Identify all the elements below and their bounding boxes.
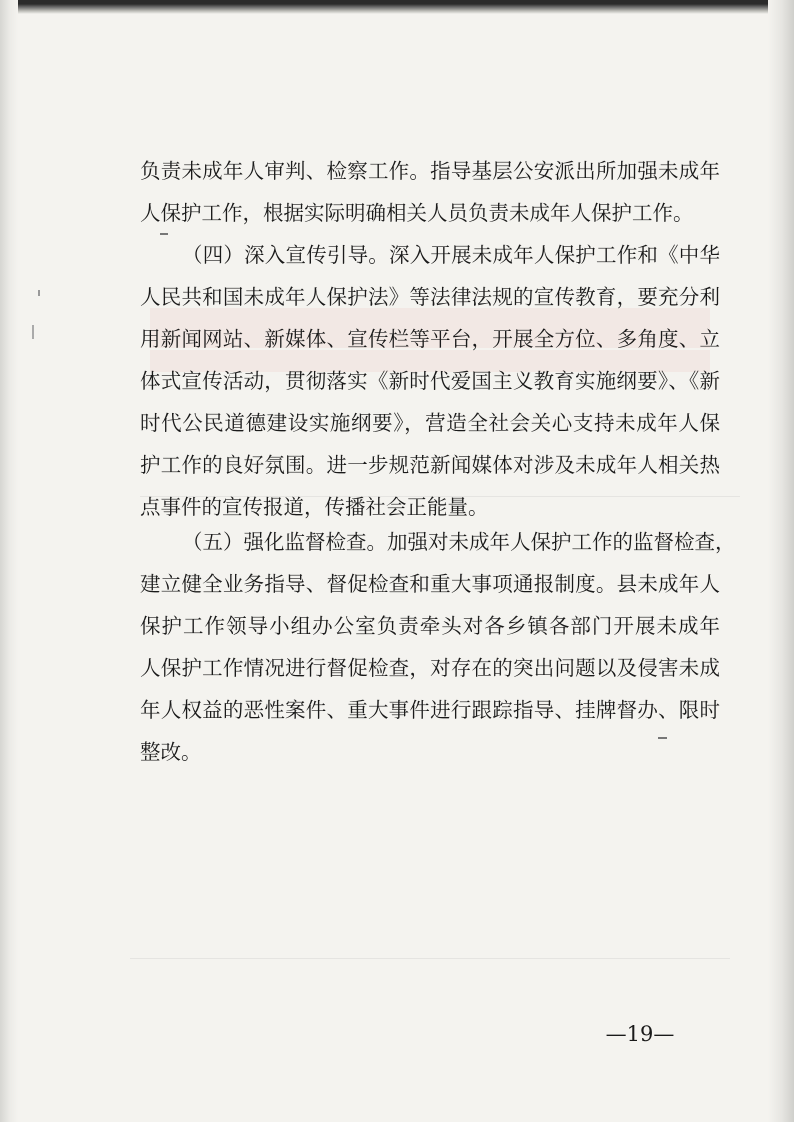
text-line: 保护工作领导小组办公室负责牵头对各乡镇各部门开展未成年 — [140, 614, 720, 638]
text-line: 负责未成年人审判、检察工作。指导基层公安派出所加强未成年 — [140, 159, 720, 183]
scan-speck — [38, 290, 40, 296]
scan-left-edge — [0, 0, 18, 1122]
page-number: —19— — [605, 1022, 675, 1046]
text-line: 点事件的宣传报道，传播社会正能量。 — [140, 495, 489, 519]
text-line: 整改。 — [140, 740, 202, 764]
text-line: 人民共和国未成年人保护法》等法律法规的宣传教育，要充分利 — [140, 285, 720, 309]
show-through-rule-2 — [130, 958, 730, 959]
text-line: 护工作的良好氛围。进一步规范新闻媒体对涉及未成年人相关热 — [140, 453, 720, 477]
text-line: 建立健全业务指导、督促检查和重大事项通报制度。县未成年人 — [140, 572, 720, 596]
section-heading-line: （四）深入宣传引导。深入开展未成年人保护工作和《中华 — [182, 243, 720, 267]
scan-top-edge — [0, 0, 794, 14]
text-line: 人保护工作，根据实际明确相关人员负责未成年人保护工作。 — [140, 201, 694, 225]
paragraph-section-5 — [140, 521, 736, 773]
text-line: 体式宣传活动，贯彻落实《新时代爱国主义教育实施纲要》、《新 — [140, 369, 720, 393]
text-line: 年人权益的恶性案件、重大事件进行跟踪指导、挂牌督办、限时 — [140, 698, 720, 722]
scan-right-edge — [768, 0, 794, 1122]
paragraph-continuation — [140, 150, 720, 234]
paragraph-section-4 — [140, 234, 720, 528]
text-line: 用新闻网站、新媒体、宣传栏等平台，开展全方位、多角度、立 — [140, 327, 720, 351]
section-heading-line: （五）强化监督检查。加强对未成年人保护工作的监督检查， — [182, 530, 736, 554]
text-line: 时代公民道德建设实施纲要》，营造全社会关心支持未成年人保 — [140, 411, 720, 435]
scan-speck — [32, 325, 34, 339]
text-line: 人保护工作情况进行督促检查，对存在的突出问题以及侵害未成 — [140, 656, 720, 680]
